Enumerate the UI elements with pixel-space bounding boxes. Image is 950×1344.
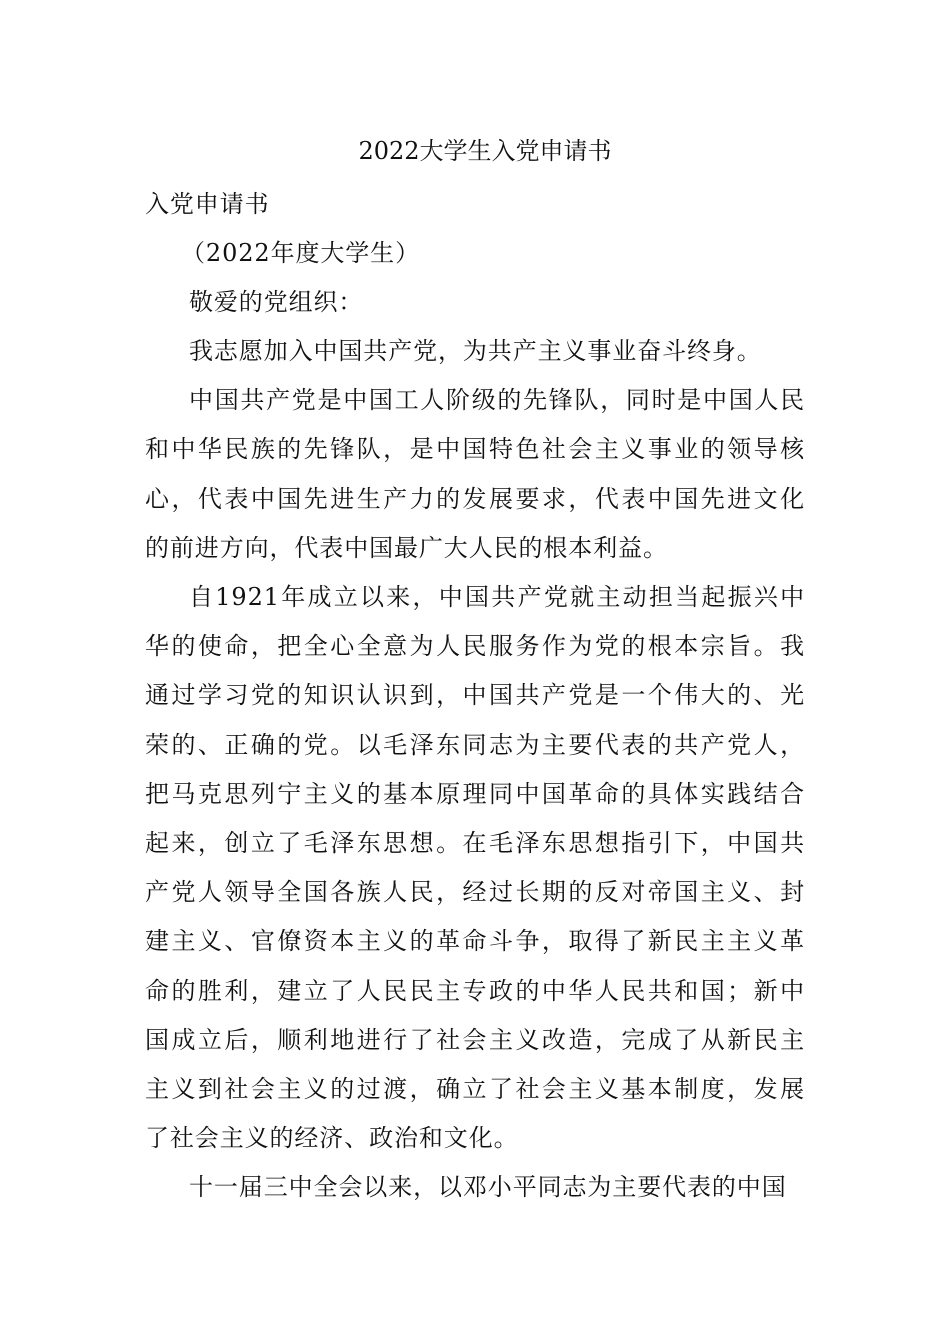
paragraph-line: 主义到社会主义的过渡，确立了社会主义基本制度，发展 xyxy=(145,1075,805,1104)
paragraph-line: 华的使命，把全心全意为人民服务作为党的根本宗旨。我 xyxy=(145,632,805,661)
paragraph-line: 了社会主义的经济、政治和文化。 xyxy=(145,1124,519,1153)
paragraph-line: 中国共产党是中国工人阶级的先锋队，同时是中国人民 xyxy=(189,386,805,415)
document-heading: 入党申请书 xyxy=(145,190,270,218)
document-page xyxy=(145,122,805,1332)
paragraph-line: 我志愿加入中国共产党，为共产主义事业奋斗终身。 xyxy=(189,337,762,365)
paragraph-line: 起来，创立了毛泽东思想。在毛泽东思想指引下，中国共 xyxy=(145,829,805,858)
paragraph-line: 产党人领导全国各族人民，经过长期的反对帝国主义、封 xyxy=(145,878,805,907)
paragraph-line: 国成立后，顺利地进行了社会主义改造，完成了从新民主 xyxy=(145,1025,805,1054)
document-title: 2022大学生入党申请书 xyxy=(358,137,612,165)
paragraph-line: 和中华民族的先锋队，是中国特色社会主义事业的领导核 xyxy=(145,435,805,464)
paragraph-line: 的前进方向，代表中国最广大人民的根本利益。 xyxy=(145,533,668,562)
paragraph-line: 自1921年成立以来，中国共产党就主动担当起振兴中 xyxy=(189,583,805,612)
document-subheading: （2022年度大学生） xyxy=(181,239,420,267)
body-paragraph xyxy=(145,1163,805,1212)
body-paragraph xyxy=(145,376,805,573)
paragraph-line: 十一届三中全会以来，以邓小平同志为主要代表的中国 xyxy=(189,1173,787,1202)
body-paragraph xyxy=(145,573,805,1163)
paragraph-line: 命的胜利，建立了人民民主专政的中华人民共和国；新中 xyxy=(145,976,805,1005)
paragraph-line: 心，代表中国先进生产力的发展要求，代表中国先进文化 xyxy=(145,484,805,513)
body-paragraph xyxy=(145,327,805,376)
paragraph-line: 建主义、官僚资本主义的革命斗争，取得了新民主主义革 xyxy=(145,927,805,956)
body-paragraphs xyxy=(145,327,805,1213)
paragraph-line: 通过学习党的知识认识到，中国共产党是一个伟大的、光 xyxy=(145,681,805,710)
salutation: 敬爱的党组织： xyxy=(189,288,364,316)
paragraph-line: 把马克思列宁主义的基本原理同中国革命的具体实践结合 xyxy=(145,779,805,808)
paragraph-line: 荣的、正确的党。以毛泽东同志为主要代表的共产党人， xyxy=(145,730,805,759)
